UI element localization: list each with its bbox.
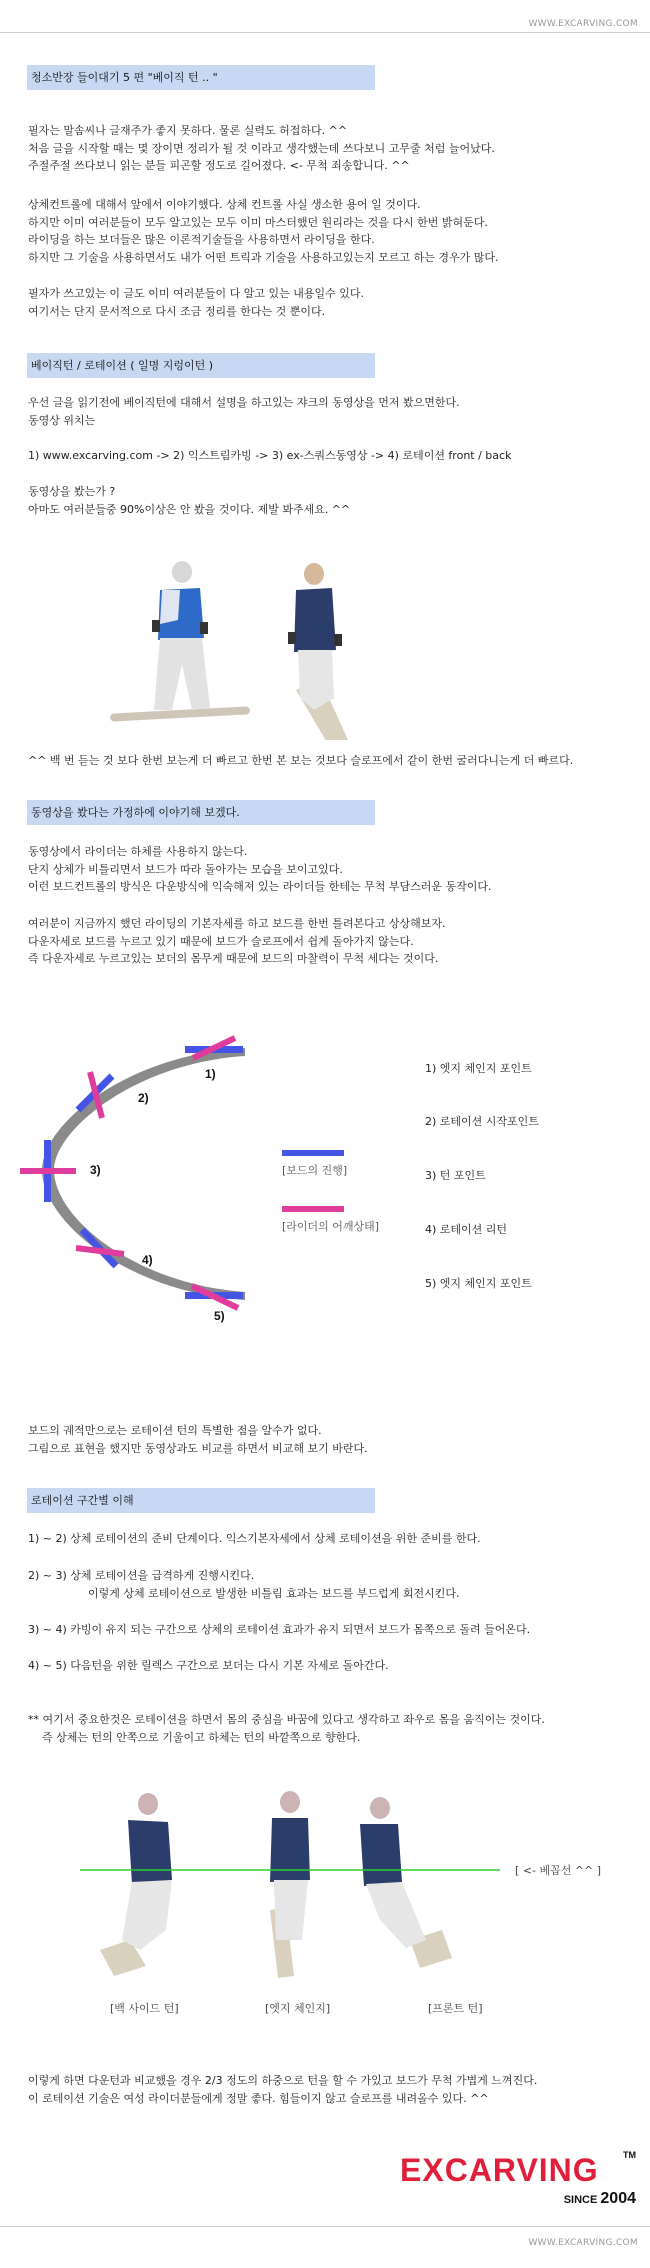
after-video-paragraph-2 [28, 915, 628, 968]
text-line: 하지만 이미 여러분들이 모두 알고있는 모두 이미 마스터했던 원리라는 것을 다시 한번 밝혀둔다. [28, 215, 488, 229]
text-line: 이렇게 하면 다운턴과 비교했을 경우 2/3 정도의 하중으로 턴을 할 수 가있고 보드가 무척 가볍게 느껴진다. [28, 2074, 538, 2087]
photo-caption: ^^ 백 번 듣는 것 보다 한번 보는게 더 빠르고 한번 본 보는 것보다 슬로프에서 같이 한번 굴러다니는게 더 빠르다. [28, 754, 574, 767]
diagram-comment [28, 1422, 628, 1457]
stage-2-3 [28, 1567, 628, 1602]
belly-line-label: [ <- 베꼽선 ^^ ] [515, 1864, 602, 1877]
stage-1-2: 1) ~ 2) 상체 로테이션의 준비 단계이다. 익스기본자세에서 상체 로테이션을 위한 준비를 한다. [28, 1532, 481, 1545]
rider-photos [100, 560, 380, 740]
text-line: 우선 글을 읽기전에 베이직턴에 대해서 설명을 하고있는 쟈크의 동영상을 먼저 봤으면한다. [28, 396, 460, 409]
bottom-divider [0, 2226, 650, 2227]
point-number-4: 4) [142, 1253, 153, 1267]
top-divider [0, 32, 650, 33]
intro-paragraph-3 [28, 285, 628, 320]
text-line: 아마도 여러분들중 90%이상은 안 봤을 것이다. 제발 봐주세요. ^^ [28, 502, 351, 516]
stage-3-4: 3) ~ 4) 카빙이 유지 되는 구간으로 상체의 로테이션 효과가 유지 되면서 보드가 몸쪽으로 돌려 들어온다. [28, 1623, 531, 1636]
site-url-top: WWW.EXCARVING.COM [528, 19, 638, 29]
text-line: 보드의 궤적만으로는 로테이션 턴의 특별한 점을 알수가 없다. [28, 1424, 322, 1437]
point-number-2: 2) [138, 1091, 149, 1105]
logo-since: SINCE 2004 [563, 2190, 636, 2207]
text-line: 여기서는 단지 문서적으로 다시 조금 정리를 한다는 것 뿐이다. [28, 304, 326, 318]
intro-paragraph-1 [28, 122, 628, 175]
text-line: 이런 보드컨트롤의 방식은 다운방식에 익숙해져 있는 라이더들 한테는 무척 부담스러운 동작이다. [28, 880, 492, 893]
rider-frontside-turn [360, 1797, 452, 1968]
text-line: 2) ~ 3) 상체 로테이션을 급격하게 진행시킨다. [28, 1569, 255, 1582]
caption-edge-change: [엣지 체인지] [265, 2002, 331, 2015]
text-line: 주절주절 쓰다보니 읽는 분들 피곤할 정도로 길어졌다. <- 무척 죄송합니다. ^^ [28, 159, 410, 172]
important-note [28, 1711, 628, 1746]
video-intro [28, 394, 628, 429]
text-line: 필자가 쓰고있는 이 글도 이미 여러분들이 다 알고 있는 내용일수 있다. [28, 287, 364, 300]
text-line: 하지만 그 기술을 사용하면서도 내가 어떤 트릭과 기술을 사용하고있는지 모르고 하는 경우가 많다. [28, 250, 499, 264]
point-desc-2: 2) 로테이션 시작포인트 [425, 1115, 539, 1128]
text-line: 동영상을 봤는가 ? [28, 485, 116, 498]
rider-photo-right [288, 563, 348, 740]
rider-edge-change [270, 1791, 310, 1978]
point-number-3: 3) [90, 1163, 101, 1177]
text-line: 단지 상체가 비틀리면서 보드가 따라 돌아가는 모습을 보이고있다. [28, 862, 343, 876]
turn-diagram [20, 1030, 420, 1330]
section-heading-after-video: 동영상을 봤다는 가정하에 이야기해 보겠다. [27, 800, 375, 825]
rider-sequence-photos [80, 1790, 520, 1990]
point-desc-5: 5) 엣지 체인지 포인트 [425, 1277, 532, 1290]
intro-paragraph-2 [28, 196, 628, 266]
rider-backside-turn [100, 1793, 172, 1976]
text-line: 동영상에서 라이더는 하체를 사용하지 않는다. [28, 845, 248, 858]
caption-front-turn: [프론트 턴] [428, 2002, 483, 2015]
section-heading-basic-turn: 베이직턴 / 로테이션 ( 일명 지렁이턴 ) [27, 353, 375, 378]
section-heading-rotation-stages: 로테이션 구간별 이해 [27, 1488, 375, 1513]
logo-text: EXCARVING [400, 2152, 599, 2188]
text-line: 즉 다운자세로 누르고있는 보더의 몸무게 때문에 보드의 마찰력이 무척 세다는 것이다. [28, 952, 439, 965]
section-heading-intro: 청소반장 들이대기 5 편 "베이직 턴 .. " [27, 65, 375, 90]
point-desc-4: 4) 로테이션 리턴 [425, 1223, 508, 1236]
stage-4-5: 4) ~ 5) 다음턴을 위한 릴렉스 구간으로 보더는 다시 기본 자세로 돌아간다. [28, 1659, 389, 1672]
caption-backside-turn: [백 사이드 턴] [110, 2002, 179, 2015]
shoulder-marker-3 [20, 1168, 76, 1174]
text-line: 동영상 위치는 [28, 413, 96, 427]
legend-shoulder-swatch [282, 1206, 344, 1212]
rider-photo-left [110, 561, 250, 722]
text-line: 처음 글을 시작할 때는 몇 장이면 정리가 될 것 이라고 생각했는데 쓰다보니 고무줄 처럼 늘어났다. [28, 141, 495, 155]
text-line: 상체컨트롤에 대해서 앞에서 이야기했다. 상체 컨트롤 사실 생소한 용어 일 것이다. [28, 198, 421, 211]
text-line: 이렇게 상체 로테이션으로 발생한 비틀림 효과는 보드를 부드럽게 회전시킨다. [88, 1586, 460, 1600]
text-line: 라이딩을 하는 보더들은 많은 이론적기술들을 사용하면서 라이딩을 한다. [28, 233, 375, 246]
site-url-bottom: WWW.EXCARVING.COM [528, 2238, 638, 2248]
video-question [28, 483, 628, 518]
text-line: 그림으로 표현을 했지만 동영상과도 비교를 하면서 비교해 보기 바란다. [28, 1441, 368, 1455]
text-line: 필자는 말솜씨나 글재주가 좋지 못하다. 물론 실력도 허접하다. ^^ [28, 124, 348, 137]
shoulder-marker-4 [76, 1248, 124, 1254]
point-number-5: 5) [214, 1309, 225, 1323]
legend-board-swatch [282, 1150, 344, 1156]
text-line: 여러분이 지금까지 했던 라이딩의 기본자세를 하고 보드를 한번 틀려본다고 상상해보자. [28, 917, 446, 930]
closing-paragraph [28, 2072, 628, 2107]
excarving-logo [400, 2152, 640, 2212]
point-number-1: 1) [205, 1067, 216, 1081]
video-path: 1) www.excarving.com -> 2) 익스트림카빙 -> 3) ex-스쿼스동영상 -> 4) 로테이션 front / back [28, 449, 512, 462]
point-desc-1: 1) 엣지 체인지 포인트 [425, 1062, 532, 1075]
text-line: ** 여기서 중요한것은 로테이션을 하면서 몸의 중심을 바꿈에 있다고 생각하고 좌우로 몸을 움직이는 것이다. [28, 1713, 545, 1726]
text-line: 즉 상체는 턴의 안쪽으로 기울이고 하체는 턴의 바깥쪽으로 향한다. [42, 1730, 361, 1744]
text-line: 다운자세로 보드를 누르고 있기 때문에 보드가 슬로프에서 쉽게 돌아가지 않는다. [28, 934, 414, 948]
legend-board-label: [보드의 진행] [282, 1164, 348, 1177]
text-line: 이 로테이션 기술은 여성 라이더분들에게 정말 좋다. 힘들이지 않고 슬로프를 내려올수 있다. ^^ [28, 2091, 489, 2105]
after-video-paragraph-1 [28, 843, 628, 896]
point-desc-3: 3) 턴 포인트 [425, 1169, 486, 1182]
logo-tm: TM [623, 2150, 636, 2160]
legend-shoulder-label: [라이더의 어깨상태] [282, 1220, 380, 1233]
